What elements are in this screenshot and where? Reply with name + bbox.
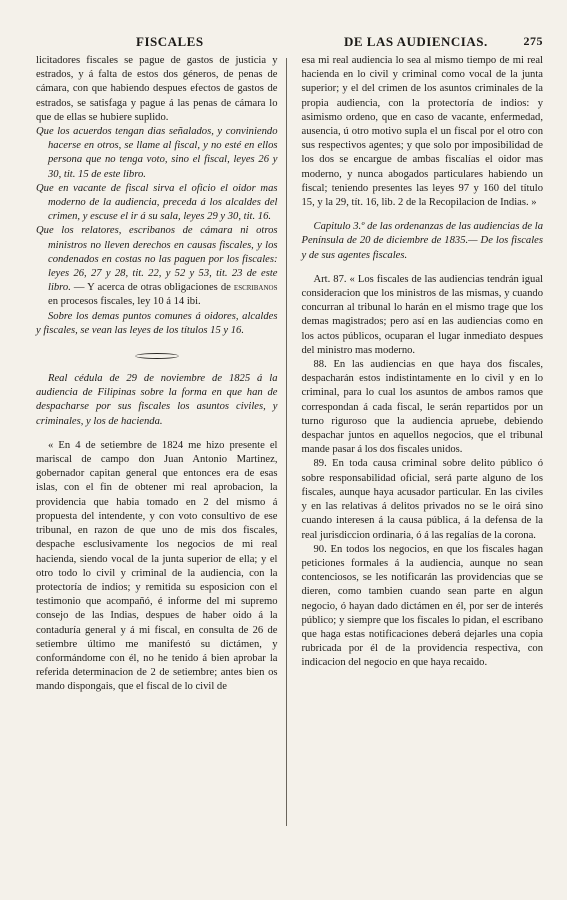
article-paragraph: 88. En las audiencias en que haya dos fiscales, despacharán estos indistintamente en lo civil y en lo criminal, para lo cual los asuntos de ambos ramos que correspondan á cada fiscal, le serán repartidos por un turno riguroso que la audiencia apruebe, debiendo despachar juntos en aquellos negocios, que el tribunal mande pasar á los dos fiscales unidos. xyxy=(301,359,543,456)
summary-item xyxy=(36,224,278,309)
text-columns xyxy=(36,54,543,695)
paragraph: licitadores fiscales se pague de gastos de justicia y estrados, y á falta de estos dos géneros, de penas de cámara, con que habiendo despues efectos de gastos de estrados, se satisfaga y pague á las penas de cámara lo que de ellas se hubiere suplido. xyxy=(36,55,278,123)
header-right-title: DE LAS AUDIENCIAS. xyxy=(344,34,488,49)
ornament-divider xyxy=(36,350,278,358)
summary-item: Sobre los demas puntos comunes á oidores, alcaldes y fiscales, se vean las leyes de los títulos 15 y 16. xyxy=(36,310,278,336)
summary-item: Que los acuerdos tengan dias señalados, y conviniendo hacerse en otros, se llame al fiscal, y no esté en ellos persona que no tenga voto, sino el fiscal, leyes 26 y 30, tit. 15 de este libro. xyxy=(36,126,278,180)
summary-text: — Y acerca de otras obligaciones de xyxy=(73,282,231,294)
article-paragraph: 90. En todos los negocios, en que los fiscales hagan peticiones formales á la audiencia, aunque no sean contenciosos, se les notificarán las providencias que se dieren, como tambien cuando sean parte en algun negocio, ó hayan dado dictámen en él, por ser de interés público; y siempre que los fiscales lo pidan, el escribano que haga estas notificaciones deberá dejarles una copia rubricada por él de la providencia respectiva, con indicacion del negocio en que haya recaido. xyxy=(301,543,543,669)
paragraph: esa mi real audiencia lo sea al mismo tiempo de mi real hacienda en lo civil y criminal como vocal de la junta superior; y el del crimen de los asuntos criminales de la propia audiencia, con la protectoría de indios: y asimismo ordeno, que en caso de vacante, enfermedad, ausencia, ú otro motivo supla el un fiscal por el otro con sus respectivos agentes; y que solo por imposibilidad de los dos se encargue de ambas fiscalías el oidor mas moderno, y nunca abogados particulares habiendo un fiscal; teniendo presentes las leyes 97 y 160 del título 15, y la 29, tít. 16, lib. 2 de la Recopilacion de Indias. » xyxy=(301,55,543,209)
section-heading: Capitulo 3.º de las ordenanzas de las audiencias de la Península de 20 de diciembre de 1835.— De los fiscales y de sus agentes fiscales. xyxy=(301,221,543,261)
left-column xyxy=(36,54,290,695)
column-rule xyxy=(286,58,287,826)
section-heading: Real cédula de 29 de noviembre de 1825 á la audiencia de Filipinas sobre la forma en que han de despacharse por sus fiscales los asuntos civiles, y criminales, y los de hacienda. xyxy=(36,373,278,427)
summary-item: Que en vacante de fiscal sirva el oficio el oidor mas moderno de la audiencia, preceda á los alcaldes del crimen, y escuse el ir á su sala, leyes 29 y 30, tit. 16. xyxy=(36,182,278,223)
paragraph: « En 4 de setiembre de 1824 me hizo presente el mariscal de campo don Juan Antonio Martinez, gobernador capitan general que entonces era de esas islas, con el fin de obtener mi real aprobacion, la providencia que habia tomado en 2 del mismo á propuesta del intendente, y con voto consultivo de ese tribunal, en razon de que uno de mis dos fiscales, despache esclusivamente los negocios de mi real hacienda, siendo vocal de la junta superior de ella; y el otro todo lo civil y criminal de la audiencia, con la protectoría de indios; y remitida su esposicion con el testimonio que acompañó, é informe del mi supremo consejo de las Indias, despues de haber oido á la contaduría general y á mi fiscal, en consulta de 26 de setiembre último me manifestó su dictámen, y conformándome con él, no he tenido á bien aprobar la referida determinacion de 2 de setiembre; antes bien os mando dispongais, que el fiscal de lo civil de xyxy=(36,439,278,693)
running-header xyxy=(36,34,543,54)
page-number: 275 xyxy=(523,34,543,48)
right-column xyxy=(290,54,544,695)
summary-text: escribanos xyxy=(233,282,278,294)
article-paragraph: 89. En toda causa criminal sobre delito público ó sobre responsabilidad oficial, será parte alguno de los fiscales, aunque haya acusador particular. En las civiles y en las relativas á delitos privados no se le oirá sino cuando interesen á la causa pública, á la defensa de la real jurisdiccion ordinaria, ó á las regalías de la corona. xyxy=(301,458,543,541)
summary-text: en procesos fiscales, ley 10 á 14 ibi. xyxy=(48,296,201,308)
summary-text: Que los relatores, escribanos de cámara ni otros ministros no lleven derechos en causas fiscales, y los condenados en costas no las paguen por los fiscales: leyes 26, 27 y 28, tit. 22, y 52 y 53, tit. 23 de este libro. xyxy=(36,225,278,294)
article-paragraph: Art. 87. « Los fiscales de las audiencias tendrán igual consideracion que los ministros de las mismas, y cuando concurran al tribunal lo harán en el mismo trage que los demas magistrados; pero así en las audiencias como en los actos públicos, ocuparan el lugar inmediato despues del ministro mas moderno. xyxy=(301,273,543,356)
header-left-title: FISCALES xyxy=(136,34,204,49)
